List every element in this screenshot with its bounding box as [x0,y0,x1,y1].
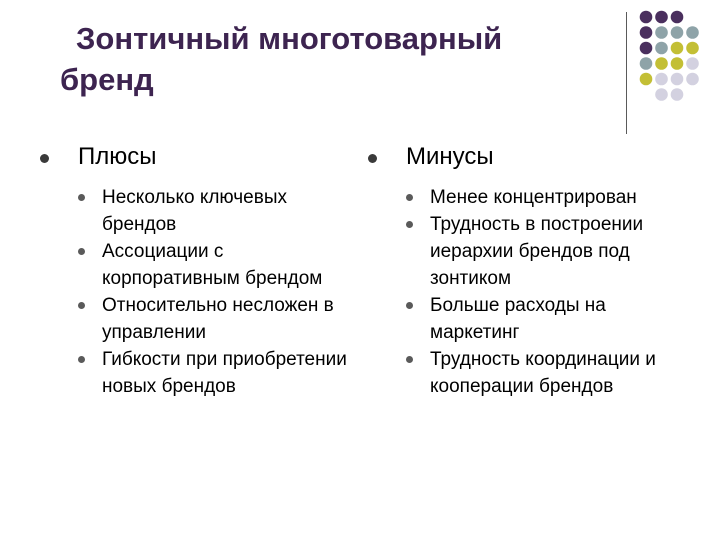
list-item-text: Трудность координации и кооперации брендов [430,349,656,397]
bullet-icon [406,302,413,309]
list-item [368,292,698,346]
list-item-text: Гибкости при приобретении новых брендов [102,349,347,397]
decorative-dot [655,88,668,101]
bullet-icon [406,194,413,201]
bullet-icon [406,356,413,363]
decorative-dot [655,73,668,86]
list-item-text: Относительно несложен в управлении [102,295,334,343]
decorative-dot [671,42,684,55]
decorative-dot [671,11,684,24]
list-item [40,184,360,238]
decorative-dot [640,26,653,39]
bullet-icon [40,154,49,163]
slide-title-line-2: бренд [60,62,154,98]
cons-heading [368,142,698,172]
decorative-dot [655,11,668,24]
decorative-dot [671,73,684,86]
decorative-dot [671,57,684,70]
pros-column [40,142,360,400]
list-item [368,184,698,211]
decorative-dot [686,42,699,55]
bullet-icon [368,154,377,163]
list-item [368,346,698,400]
bullet-icon [78,194,85,201]
decorative-dot [671,88,684,101]
decorative-dot [655,57,668,70]
decorative-dot [686,57,699,70]
cons-column [368,142,698,400]
bullet-icon [406,221,413,228]
decorative-dot-grid [0,0,720,140]
list-item-text: Несколько ключевых брендов [102,187,287,235]
decorative-dot [640,11,653,24]
list-item-text: Трудность в построении иерархии брендов под зонтиком [430,214,644,289]
pros-list [40,184,360,400]
decorative-dot [686,26,699,39]
decorative-dot [640,42,653,55]
list-item [40,238,360,292]
decorative-dot [655,26,668,39]
list-item [40,292,360,346]
slide-title-line-1: Зонтичный многотоварный [76,21,503,56]
bullet-icon [78,302,85,309]
list-item [40,346,360,400]
decorative-dot [671,26,684,39]
list-item-text: Больше расходы на маркетинг [430,295,606,343]
decorative-dot [686,73,699,86]
cons-heading-text: Минусы [406,143,494,170]
list-item [368,211,698,292]
decorative-dot [655,42,668,55]
pros-heading [40,142,360,172]
list-item-text: Менее концентрирован [430,187,637,208]
bullet-icon [78,356,85,363]
decorative-dot [640,57,653,70]
cons-list [368,184,698,400]
list-item-text: Ассоциации с корпоративным брендом [102,241,323,289]
bullet-icon [78,248,85,255]
decorative-dot [640,73,653,86]
pros-heading-text: Плюсы [78,143,157,170]
